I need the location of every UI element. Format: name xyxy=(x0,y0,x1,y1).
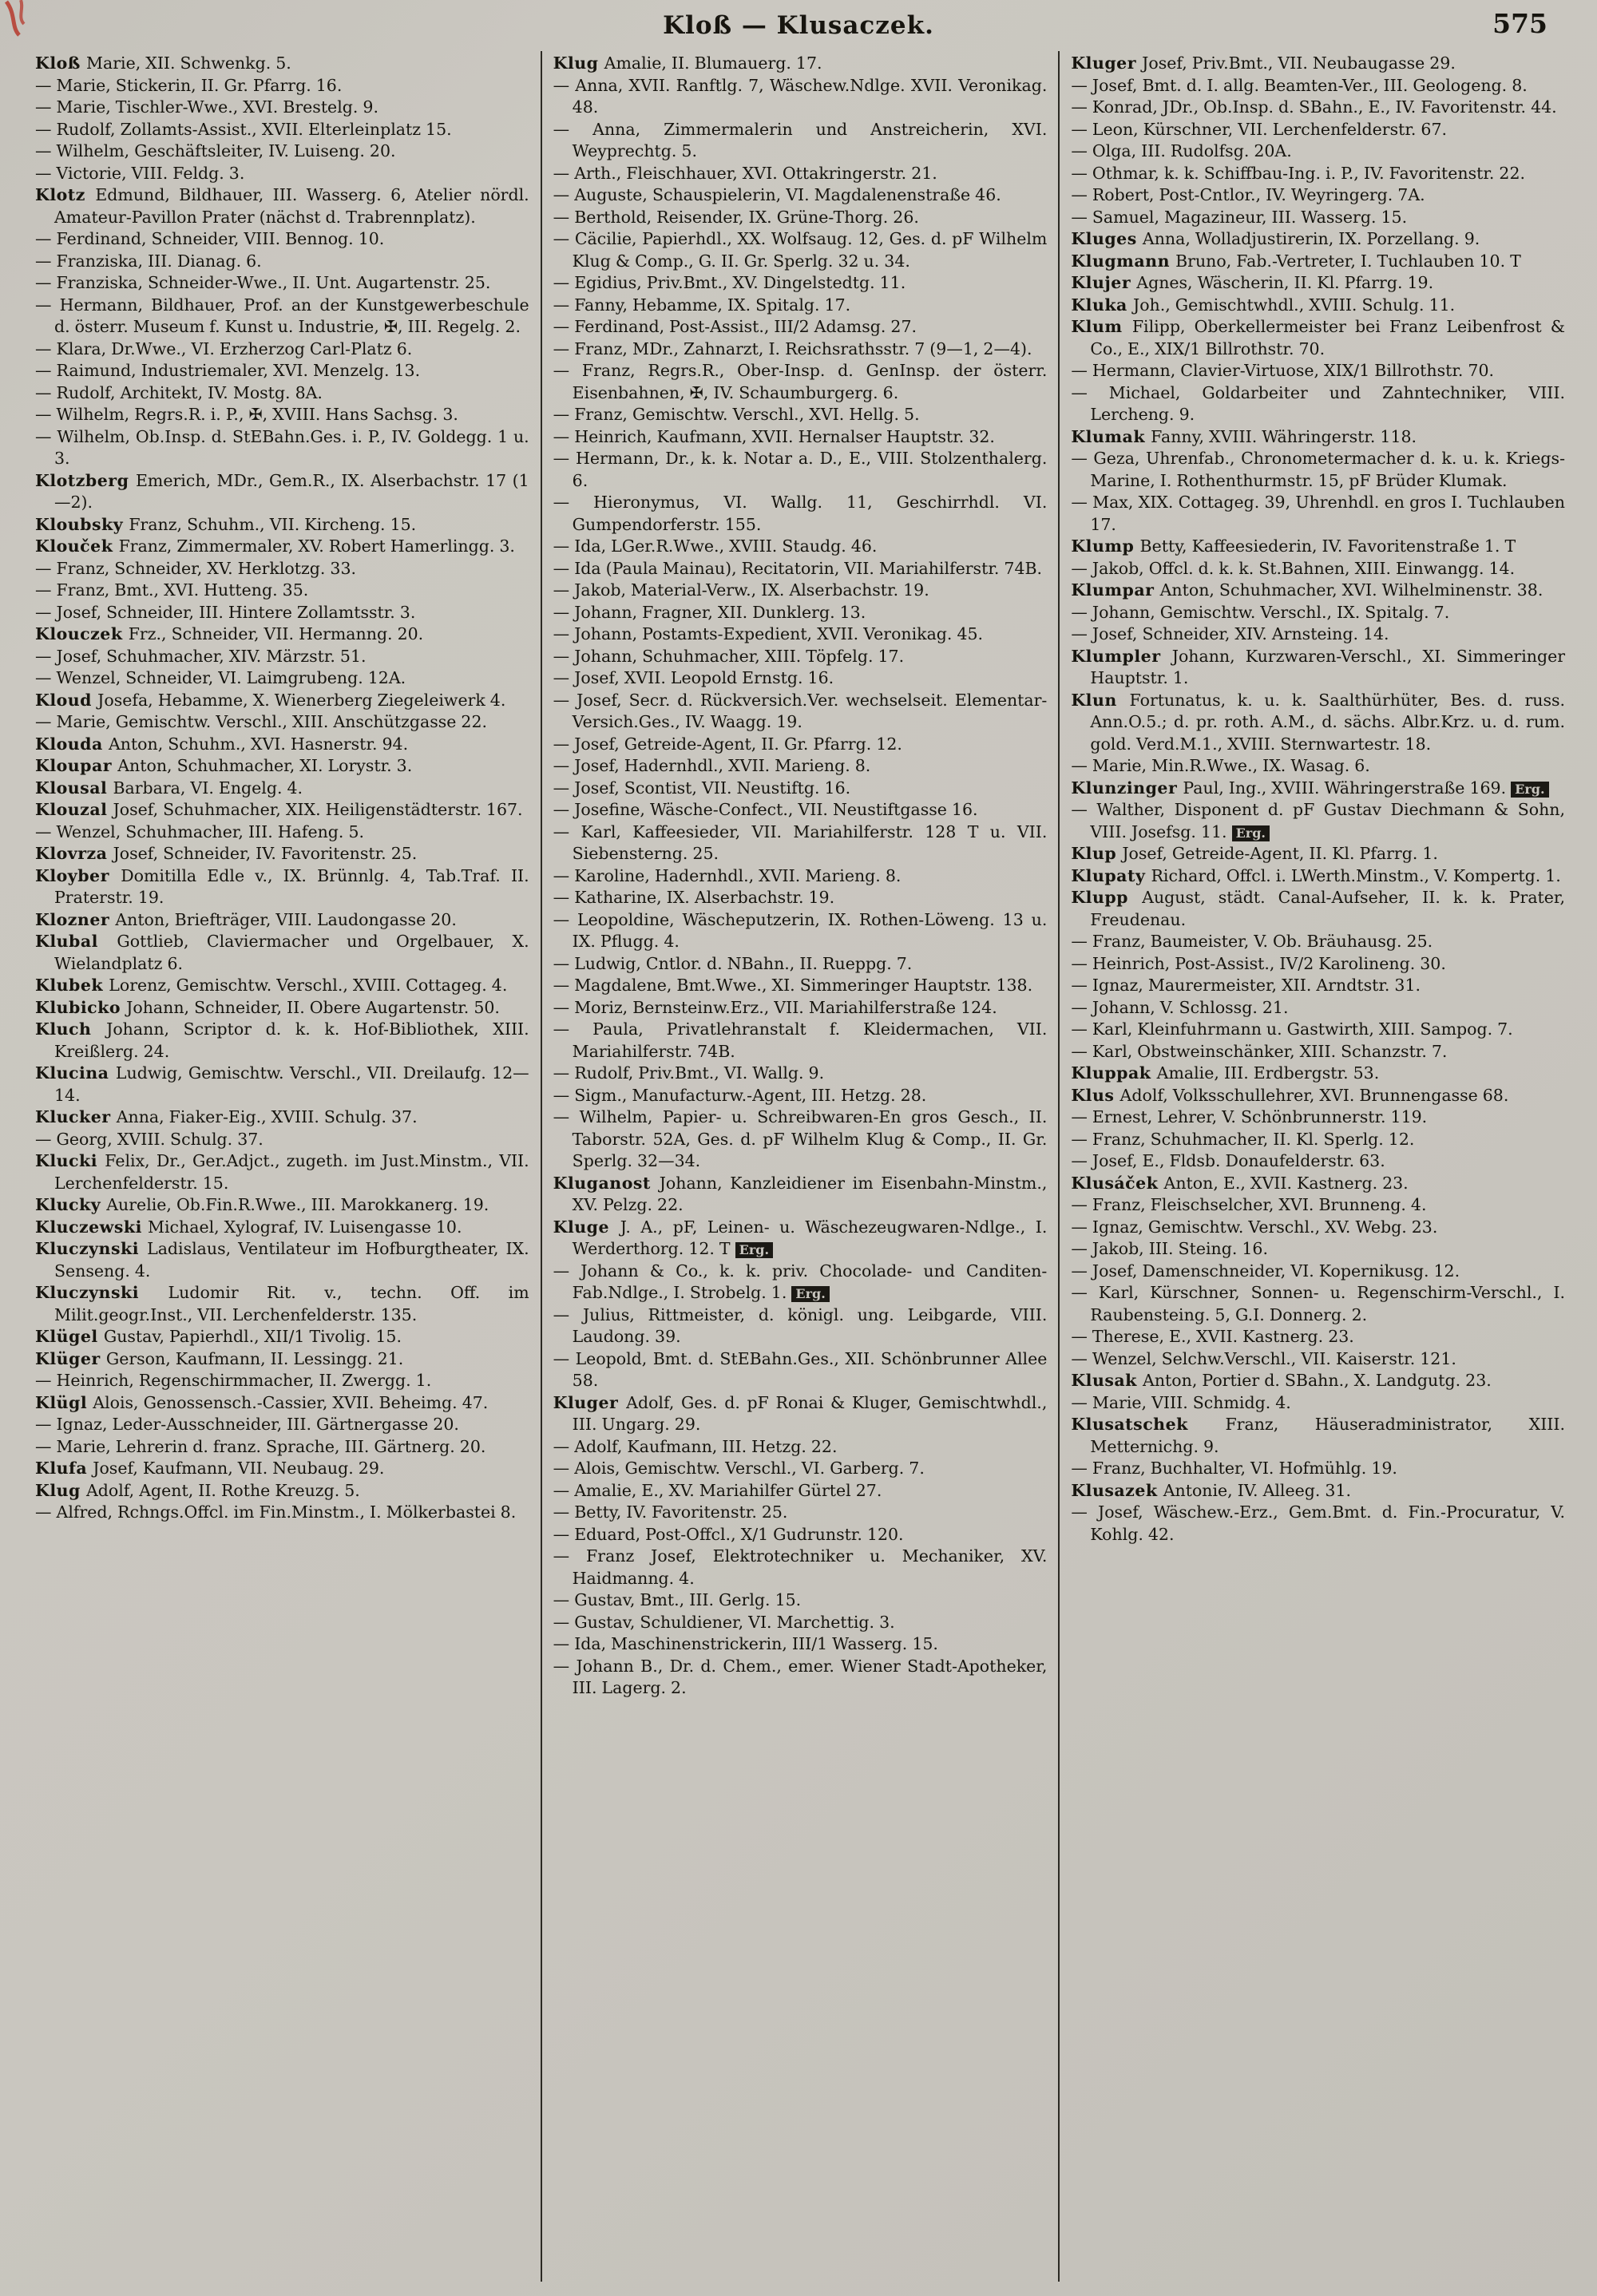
directory-entry: Klunzinger Paul, Ing., XVIII. Währingerstraße 169. Erg. xyxy=(1071,778,1565,800)
directory-entry: — Johann & Co., k. k. priv. Chocolade- und Canditen-Fab.Ndlge., I. Strobelg. 1. Erg. xyxy=(553,1261,1048,1302)
directory-entry: — Sigm., Manufacturw.-Agent, III. Hetzg. 28. xyxy=(553,1085,927,1105)
entry-surname: Kluch xyxy=(35,1019,107,1039)
supplement-tag: Erg. xyxy=(1232,825,1270,841)
page-title: Kloß — Klusaczek. xyxy=(663,11,934,40)
directory-entry: — Max, XIX. Cottageg. 39, Uhrenhdl. en gros I. Tuchlauben 17. xyxy=(1071,493,1566,534)
directory-entry: — Johann, Schuhmacher, XIII. Töpfelg. 17. xyxy=(553,646,905,666)
entry-surname: Klovrza xyxy=(35,844,113,863)
directory-entry: — Wenzel, Schneider, VI. Laimgrubeng. 12A. xyxy=(35,668,406,687)
directory-entry: Klouda Anton, Schuhm., XVI. Hasnerstr. 94. xyxy=(35,734,409,754)
directory-entry: — Julius, Rittmeister, d. königl. ung. Leibgarde, VIII. Laudong. 39. xyxy=(553,1304,1048,1346)
entry-surname: Klug xyxy=(35,1480,86,1500)
directory-entry: Klum Filipp, Oberkellermeister bei Franz Leibenfrost & Co., E., XIX/1 Billrothstr. 70. xyxy=(1071,317,1566,358)
directory-entry: — Wilhelm, Papier- u. Schreibwaren-En gros Gesch., II. Taborstr. 52A, Ges. d. pF Wilhelm Klug & Comp., II. Gr. Sperlg. 32—34. xyxy=(553,1107,1048,1170)
directory-entry: — Rudolf, Zollamts-Assist., XVII. Elterleinplatz 15. xyxy=(35,119,452,139)
directory-entry: — Alois, Gemischtw. Verschl., VI. Garberg. 7. xyxy=(553,1459,925,1478)
directory-entry: — Marie, Lehrerin d. franz. Sprache, III. Gärtnerg. 20. xyxy=(35,1436,486,1456)
directory-entry: — Karl, Obstweinschänker, XIII. Schanzstr. 7. xyxy=(1071,1041,1448,1061)
directory-entry: Klus Adolf, Volksschullehrer, XVI. Brunnengasse 68. xyxy=(1071,1085,1509,1105)
directory-entry: — Ida, LGer.R.Wwe., XVIII. Staudg. 46. xyxy=(553,536,878,556)
directory-entry: — Johann, Gemischtw. Verschl., IX. Spitalg. 7. xyxy=(1071,602,1450,622)
directory-entry: — Alfred, Rchngs.Offcl. im Fin.Minstm., I. Mölkerbastei 8. xyxy=(35,1502,517,1522)
entry-surname: Klüger xyxy=(35,1348,106,1368)
entry-surname: Kluka xyxy=(1071,295,1133,315)
directory-entry: — Cäcilie, Papierhdl., XX. Wolfsaug. 12, Ges. d. pF Wilhelm Klug & Comp., G. II. Gr. Sperlg. 32 u. 34. xyxy=(553,229,1048,271)
entry-surname: Klucker xyxy=(35,1107,117,1126)
entry-surname: Klump xyxy=(1071,536,1140,556)
directory-entry: — Jakob, Offcl. d. k. k. St.Bahnen, XIII. Einwangg. 14. xyxy=(1071,558,1516,578)
directory-entry: — Egidius, Priv.Bmt., XV. Dingelstedtg. 11. xyxy=(553,273,906,292)
directory-entry: — Robert, Post-Cntlor., IV. Weyringerg. 7A. xyxy=(1071,185,1425,204)
entry-surname: Klujer xyxy=(1071,273,1137,292)
directory-entry: Kluger Josef, Priv.Bmt., VII. Neubaugasse 29. xyxy=(1071,53,1456,73)
directory-entry: — Johann, Fragner, XII. Dunklerg. 13. xyxy=(553,602,866,622)
entry-surname: Klügl xyxy=(35,1392,93,1412)
entry-surname: Klug xyxy=(553,53,604,73)
supplement-tag: Erg. xyxy=(1511,782,1548,798)
directory-entry: Klug Amalie, II. Blumauerg. 17. xyxy=(553,53,822,73)
directory-entry: — Georg, XVIII. Schulg. 37. xyxy=(35,1129,264,1149)
directory-entry: — Franz, Baumeister, V. Ob. Bräuhausg. 25. xyxy=(1071,932,1433,951)
entry-surname: Klubicko xyxy=(35,997,127,1017)
directory-entry: — Geza, Uhrenfab., Chronometermacher d. k. u. k. Kriegs-Marine, I. Rothenthurmstr. 15, pF Brüder Klumak. xyxy=(1071,449,1566,490)
directory-entry: Klufa Josef, Kaufmann, VII. Neubaug. 29. xyxy=(35,1459,385,1478)
directory-entry: Kluganost Johann, Kanzleidiener im Eisenbahn-Minstm., XV. Pelzg. 22. xyxy=(553,1173,1048,1214)
directory-entry: Klotz Edmund, Bildhauer, III. Wasserg. 6, Atelier nördl. Amateur-Pavillon Prater (nächst d. Trabrennplatz). xyxy=(35,185,529,227)
directory-entry: — Josef, Bmt. d. I. allg. Beamten-Ver., III. Geologeng. 8. xyxy=(1071,75,1528,95)
entry-surname: Kluczynski xyxy=(35,1283,168,1302)
entry-surname: Kluganost xyxy=(553,1173,660,1193)
directory-entry: — Adolf, Kaufmann, III. Hetzg. 22. xyxy=(553,1436,838,1456)
directory-entry: Klumpler Johann, Kurzwaren-Verschl., XI. Simmeringer Hauptstr. 1. xyxy=(1071,646,1566,687)
entry-surname: Klusatschek xyxy=(1071,1415,1226,1434)
column xyxy=(1058,51,1576,2282)
entry-surname: Kluges xyxy=(1071,229,1143,248)
entry-surname: Klubek xyxy=(35,976,109,995)
directory-entry: Klubicko Johann, Schneider, II. Obere Augartenstr. 50. xyxy=(35,997,500,1017)
entry-surname: Kluppak xyxy=(1071,1063,1157,1083)
directory-entry: — Karl, Kaffeesieder, VII. Mariahilferstr. 128 T u. VII. Siebensterng. 25. xyxy=(553,821,1048,863)
directory-entry: — Katharine, IX. Alserbachstr. 19. xyxy=(553,888,835,907)
page-header xyxy=(0,0,1597,46)
directory-entry: — Franz, Schneider, XV. Herklotzg. 33. xyxy=(35,558,357,578)
directory-entry: Klumak Fanny, XVIII. Währingerstr. 118. xyxy=(1071,426,1417,446)
directory-entry: — Arth., Fleischhauer, XVI. Ottakringerstr. 21. xyxy=(553,163,937,183)
directory-entry: — Josefine, Wäsche-Confect., VII. Neustiftgasse 16. xyxy=(553,800,978,819)
entry-surname: Klumpar xyxy=(1071,580,1160,600)
directory-entry: — Franziska, III. Dianag. 6. xyxy=(35,251,262,271)
directory-entry: Kluge J. A., pF, Leinen- u. Wäschezeugwaren-Ndlge., I. Werderthorg. 12. T Erg. xyxy=(553,1217,1048,1258)
entry-surname: Klum xyxy=(1071,317,1132,336)
directory-entry: — Franz, Schuhmacher, II. Kl. Sperlg. 12. xyxy=(1071,1129,1415,1149)
directory-entry: — Auguste, Schauspielerin, VI. Magdalenenstraße 46. xyxy=(553,185,1001,204)
directory-entry: Klug Adolf, Agent, II. Rothe Kreuzg. 5. xyxy=(35,1480,360,1500)
directory-entry: — Othmar, k. k. Schiffbau-Ing. i. P., IV. Favoritenstr. 22. xyxy=(1071,163,1526,183)
directory-entry: — Therese, E., XVII. Kastnerg. 23. xyxy=(1071,1327,1354,1346)
directory-entry: — Ludwig, Cntlor. d. NBahn., II. Rueppg. 7. xyxy=(553,953,913,973)
directory-entry: Klump Betty, Kaffeesiederin, IV. Favoritenstraße 1. T xyxy=(1071,536,1516,556)
directory-entry: Kluges Anna, Wolladjustirerin, IX. Porzellang. 9. xyxy=(1071,229,1480,248)
directory-entry: — Leopoldine, Wäscheputzerin, IX. Rothen-Löweng. 13 u. IX. Pflugg. 4. xyxy=(553,909,1048,951)
directory-entry: Kluppak Amalie, III. Erdbergstr. 53. xyxy=(1071,1063,1380,1083)
directory-entry: — Johann, Postamts-Expedient, XVII. Veronikag. 45. xyxy=(553,624,984,643)
entry-surname: Klozner xyxy=(35,909,116,929)
directory-entry: — Wenzel, Selchw.Verschl., VII. Kaiserstr. 121. xyxy=(1071,1348,1456,1368)
directory-entry: Kluczynski Ludomir Rit. v., techn. Off. im Milit.geogr.Inst., VII. Lerchenfelderstr. 135. xyxy=(35,1283,529,1324)
directory-entry: — Anna, XVII. Ranftlg. 7, Wäschew.Ndlge. XVII. Veronikag. 48. xyxy=(553,75,1048,117)
directory-entry: — Marie, VIII. Schmidg. 4. xyxy=(1071,1392,1291,1412)
directory-entry: Klubal Gottlieb, Claviermacher und Orgelbauer, X. Wielandplatz 6. xyxy=(35,932,529,973)
directory-entry: — Jakob, Material-Verw., IX. Alserbachstr. 19. xyxy=(553,580,929,600)
entry-surname: Kloß xyxy=(35,53,86,73)
directory-entry: — Samuel, Magazineur, III. Wasserg. 15. xyxy=(1071,207,1408,227)
directory-entry: — Ferdinand, Schneider, VIII. Bennog. 10. xyxy=(35,229,385,248)
directory-entry: Klucker Anna, Fiaker-Eig., XVIII. Schulg. 37. xyxy=(35,1107,418,1126)
directory-entry: — Wilhelm, Regrs.R. i. P., ✠, XVIII. Hans Sachsg. 3. xyxy=(35,405,458,424)
directory-entry: — Wilhelm, Geschäftsleiter, IV. Luiseng. 20. xyxy=(35,141,396,160)
directory-entry: — Betty, IV. Favoritenstr. 25. xyxy=(553,1502,788,1522)
directory-entry: — Franz, Gemischtw. Verschl., XVI. Hellg. 5. xyxy=(553,405,920,424)
directory-entry: — Josef, Hadernhdl., XVII. Marieng. 8. xyxy=(553,756,871,775)
entry-surname: Klup xyxy=(1071,844,1123,863)
directory-entry: Klugmann Bruno, Fab.-Vertreter, I. Tuchlauben 10. T xyxy=(1071,251,1521,271)
directory-entry: — Josef, Damenschneider, VI. Kopernikusg. 12. xyxy=(1071,1261,1460,1281)
directory-entry: — Gustav, Bmt., III. Gerlg. 15. xyxy=(553,1590,802,1609)
directory-entry: — Ida (Paula Mainau), Recitatorin, VII. Mariahilferstr. 74B. xyxy=(553,558,1043,578)
directory-entry: — Franz Josef, Elektrotechniker u. Mechaniker, XV. Haidmanng. 4. xyxy=(553,1546,1048,1588)
directory-entry: Klun Fortunatus, k. u. k. Saalthürhüter, Bes. d. russ. Ann.O.5.; d. pr. roth. A.M., d. sächs. Albr.Krz. u. d. rum. gold. Verd.M.1., XVIII. Sternwartestr. 18. xyxy=(1071,690,1566,754)
directory-entry: — Franz, Buchhalter, VI. Hofmühlg. 19. xyxy=(1071,1459,1397,1478)
directory-entry: Klujer Agnes, Wäscherin, II. Kl. Pfarrg. 19. xyxy=(1071,273,1434,292)
directory-entry: — Konrad, JDr., Ob.Insp. d. SBahn., E., IV. Favoritenstr. 44. xyxy=(1071,97,1557,117)
directory-entry: Klotzberg Emerich, MDr., Gem.R., IX. Alserbachstr. 17 (1—2). xyxy=(35,470,529,512)
directory-entry: — Franz, Regrs.R., Ober-Insp. d. GenInsp. der österr. Eisenbahnen, ✠, IV. Schaumburgerg. 6. xyxy=(553,361,1048,402)
directory-entry: — Rudolf, Architekt, IV. Mostg. 8A. xyxy=(35,382,323,402)
directory-entry: — Michael, Goldarbeiter und Zahntechniker, VIII. Lercheng. 9. xyxy=(1071,382,1566,424)
directory-entry: Klusazek Antonie, IV. Alleeg. 31. xyxy=(1071,1480,1352,1500)
entry-surname: Kloyber xyxy=(35,865,121,885)
entry-surname: Klufa xyxy=(35,1459,93,1478)
column xyxy=(541,51,1059,2282)
directory-entry: — Josef, E., Fldsb. Donaufelderstr. 63. xyxy=(1071,1151,1385,1170)
directory-entry: — Walther, Disponent d. pF Gustav Diechmann & Sohn, VIII. Josefsg. 11. Erg. xyxy=(1071,800,1566,841)
entry-surname: Klugmann xyxy=(1071,251,1176,271)
directory-entry: — Ferdinand, Post-Assist., III/2 Adamsg. 27. xyxy=(553,317,917,336)
directory-entry: — Marie, Min.R.Wwe., IX. Wasag. 6. xyxy=(1071,756,1370,775)
entry-surname: Kloud xyxy=(35,690,98,710)
directory-entry: Kluka Joh., Gemischtwhdl., XVIII. Schulg. 11. xyxy=(1071,295,1456,315)
directory-entry: — Moriz, Bernsteinw.Erz., VII. Mariahilferstraße 124. xyxy=(553,997,997,1017)
directory-entry: — Wilhelm, Ob.Insp. d. StEBahn.Ges. i. P., IV. Goldegg. 1 u. 3. xyxy=(35,426,529,468)
directory-entry: — Hieronymus, VI. Wallg. 11, Geschirrhdl. VI. Gumpendorferstr. 155. xyxy=(553,493,1048,534)
directory-entry: Kloupar Anton, Schuhmacher, XI. Lorystr. 3. xyxy=(35,756,413,775)
directory-entry: — Hermann, Bildhauer, Prof. an der Kunstgewerbeschule d. österr. Museum f. Kunst u. Industrie, ✠, III. Regelg. 2. xyxy=(35,295,529,336)
entry-surname: Klucky xyxy=(35,1195,107,1214)
directory-entry: — Ida, Maschinenstrickerin, III/1 Wasserg. 15. xyxy=(553,1634,938,1653)
directory-entry: Klubek Lorenz, Gemischtw. Verschl., XVIII. Cottageg. 4. xyxy=(35,976,508,995)
directory-entry: — Marie, Gemischtw. Verschl., XIII. Anschützgasse 22. xyxy=(35,712,488,731)
directory-entry: — Johann, V. Schlossg. 21. xyxy=(1071,997,1289,1017)
directory-entry: — Klara, Dr.Wwe., VI. Erzherzog Carl-Platz 6. xyxy=(35,338,413,358)
directory-entry: Klozner Anton, Briefträger, VIII. Laudongasse 20. xyxy=(35,909,457,929)
directory-entry: — Fanny, Hebamme, IX. Spitalg. 17. xyxy=(553,295,851,315)
directory-entry: — Amalie, E., XV. Mariahilfer Gürtel 27. xyxy=(553,1480,882,1500)
directory-entry: Klousal Barbara, VI. Engelg. 4. xyxy=(35,778,303,798)
directory-entry: Klupp August, städt. Canal-Aufseher, II. k. k. Prater, Freudenau. xyxy=(1071,888,1565,929)
directory-entry: — Eduard, Post-Offcl., X/1 Gudrunstr. 120. xyxy=(553,1524,904,1544)
entry-surname: Kloupar xyxy=(35,756,118,775)
directory-entry: Kluger Adolf, Ges. d. pF Ronai & Kluger, Gemischtwhdl., III. Ungarg. 29. xyxy=(553,1392,1048,1434)
directory-entry: — Olga, III. Rudolfsg. 20A. xyxy=(1071,141,1292,160)
directory-entry: — Ernest, Lehrer, V. Schönbrunnerstr. 119. xyxy=(1071,1107,1428,1126)
entry-surname: Kluger xyxy=(553,1392,627,1412)
directory-entry: — Josef, Schneider, XIV. Arnsteing. 14. xyxy=(1071,624,1389,643)
directory-entry: — Johann B., Dr. d. Chem., emer. Wiener Stadt-Apotheker, III. Lagerg. 2. xyxy=(553,1656,1048,1697)
directory-entry: Klucki Felix, Dr., Ger.Adjct., zugeth. im Just.Minstm., VII. Lerchenfelderstr. 15. xyxy=(35,1151,529,1193)
directory-entry: — Heinrich, Kaufmann, XVII. Hernalser Hauptstr. 32. xyxy=(553,426,995,446)
entry-surname: Klucina xyxy=(35,1063,116,1083)
directory-entry: Klovrza Josef, Schneider, IV. Favoritenstr. 25. xyxy=(35,844,418,863)
directory-entry: Klusak Anton, Portier d. SBahn., X. Landgutg. 23. xyxy=(1071,1371,1492,1390)
directory-entry: Klouček Franz, Zimmermaler, XV. Robert Hamerlingg. 3. xyxy=(35,536,515,556)
entry-surname: Klumpler xyxy=(1071,646,1172,666)
directory-entry: — Marie, Tischler-Wwe., XVI. Brestelg. 9. xyxy=(35,97,378,117)
directory-entry: — Ignaz, Leder-Ausschneider, III. Gärtnergasse 20. xyxy=(35,1415,459,1434)
directory-entry: — Jakob, III. Steing. 16. xyxy=(1071,1239,1268,1258)
entry-surname: Klupaty xyxy=(1071,865,1151,885)
entry-surname: Klun xyxy=(1071,690,1130,710)
directory-entry: Kloß Marie, XII. Schwenkg. 5. xyxy=(35,53,291,73)
directory-entry: — Hermann, Clavier-Virtuose, XIX/1 Billrothstr. 70. xyxy=(1071,361,1495,380)
entry-surname: Klubal xyxy=(35,932,117,951)
entry-surname: Klunzinger xyxy=(1071,778,1183,798)
entry-surname: Klouzal xyxy=(35,800,113,819)
directory-entry: Kluczewski Michael, Xylograf, IV. Luisengasse 10. xyxy=(35,1217,462,1237)
directory-entry: Klügl Alois, Genossensch.-Cassier, XVII. Beheimg. 47. xyxy=(35,1392,489,1412)
page-number: 575 xyxy=(1492,8,1547,39)
entry-surname: Klotzberg xyxy=(35,470,136,490)
entry-surname: Klouček xyxy=(35,536,119,556)
directory-entry: Klügel Gustav, Papierhdl., XII/1 Tivolig. 15. xyxy=(35,1327,402,1346)
directory-entry: — Leon, Kürschner, VII. Lerchenfelderstr. 67. xyxy=(1071,119,1448,139)
supplement-tag: Erg. xyxy=(735,1242,773,1258)
directory-entry: — Heinrich, Post-Assist., IV/2 Karolineng. 30. xyxy=(1071,953,1446,973)
entry-surname: Klusáček xyxy=(1071,1173,1164,1193)
directory-entry: — Berthold, Reisender, IX. Grüne-Thorg. 26. xyxy=(553,207,919,227)
directory-entry: Klouczek Frz., Schneider, VII. Hermanng. 20. xyxy=(35,624,424,643)
directory-entry: — Franziska, Schneider-Wwe., II. Unt. Augartenstr. 25. xyxy=(35,273,491,292)
entry-surname: Klousal xyxy=(35,778,113,798)
directory-entry: — Rudolf, Priv.Bmt., VI. Wallg. 9. xyxy=(553,1063,825,1083)
directory-entry: Klüger Gerson, Kaufmann, II. Lessingg. 21. xyxy=(35,1348,404,1368)
directory-entry: — Josef, XVII. Leopold Ernstg. 16. xyxy=(553,668,834,687)
directory-entry: Kluch Johann, Scriptor d. k. k. Hof-Bibliothek, XIII. Kreißlerg. 24. xyxy=(35,1019,529,1061)
entry-surname: Kluger xyxy=(1071,53,1143,73)
directory-entry: — Josef, Getreide-Agent, II. Gr. Pfarrg. 12. xyxy=(553,734,902,754)
directory-entry: — Karl, Kleinfuhrmann u. Gastwirth, XIII. Sampog. 7. xyxy=(1071,1019,1513,1039)
directory-entry: — Gustav, Schuldiener, VI. Marchettig. 3. xyxy=(553,1612,895,1632)
directory-entry: — Karoline, Hadernhdl., XVII. Marieng. 8. xyxy=(553,865,902,885)
entry-surname: Klupp xyxy=(1071,888,1143,907)
directory-entry: — Anna, Zimmermalerin und Anstreicherin, XVI. Weyprechtg. 5. xyxy=(553,119,1048,160)
entry-surname: Klügel xyxy=(35,1327,104,1346)
directory-entry: — Marie, Stickerin, II. Gr. Pfarrg. 16. xyxy=(35,75,343,95)
directory-entry: — Franz, Bmt., XVI. Hutteng. 35. xyxy=(35,580,309,600)
directory-entry: — Hermann, Dr., k. k. Notar a. D., E., VIII. Stolzenthalerg. 6. xyxy=(553,449,1048,490)
directory-entry: — Josef, Secr. d. Rückversich.Ver. wechselseit. Elementar-Versich.Ges., IV. Waagg. 19. xyxy=(553,690,1048,731)
directory-entry: — Magdalene, Bmt.Wwe., XI. Simmeringer Hauptstr. 138. xyxy=(553,976,1033,995)
directory-entry: — Raimund, Industriemaler, XVI. Menzelg. 13. xyxy=(35,361,421,380)
directory-entry: — Victorie, VIII. Feldg. 3. xyxy=(35,163,245,183)
column xyxy=(24,51,541,2282)
directory-entry: — Josef, Wäschew.-Erz., Gem.Bmt. d. Fin.-Procuratur, V. Kohlg. 42. xyxy=(1071,1502,1566,1544)
directory-entry: Kluczynski Ladislaus, Ventilateur im Hofburgtheater, IX. Senseng. 4. xyxy=(35,1239,529,1281)
entry-surname: Klusak xyxy=(1071,1371,1143,1390)
directory-entry: Kloubsky Franz, Schuhm., VII. Kircheng. 15. xyxy=(35,514,417,534)
directory-entry: — Franz, Fleischselcher, XVI. Brunneng. 4. xyxy=(1071,1195,1427,1214)
directory-entry: — Karl, Kürschner, Sonnen- u. Regenschirm-Verschl., I. Raubensteing. 5, G.I. Donnerg. 2. xyxy=(1071,1283,1566,1324)
directory-entry: Klusatschek Franz, Häuseradministrator, XIII. Metternichg. 9. xyxy=(1071,1415,1566,1456)
directory-entry: Klup Josef, Getreide-Agent, II. Kl. Pfarrg. 1. xyxy=(1071,844,1438,863)
directory-entry: Klucky Aurelie, Ob.Fin.R.Wwe., III. Marokkanerg. 19. xyxy=(35,1195,489,1214)
directory-columns xyxy=(0,46,1597,2282)
entry-surname: Klotz xyxy=(35,185,96,204)
directory-entry: — Ignaz, Maurermeister, XII. Arndtstr. 31. xyxy=(1071,976,1421,995)
directory-entry: Klouzal Josef, Schuhmacher, XIX. Heiligenstädterstr. 167. xyxy=(35,800,523,819)
directory-entry: — Paula, Privatlehranstalt f. Kleidermachen, VII. Mariahilferstr. 74B. xyxy=(553,1019,1048,1061)
entry-surname: Kloubsky xyxy=(35,514,129,534)
entry-surname: Kluczynski xyxy=(35,1239,148,1258)
entry-surname: Klouda xyxy=(35,734,109,754)
directory-entry: Klucina Ludwig, Gemischtw. Verschl., VII. Dreilaufg. 12—14. xyxy=(35,1063,529,1105)
directory-entry: Klupaty Richard, Offcl. i. LWerth.Minstm., V. Kompertg. 1. xyxy=(1071,865,1561,885)
directory-entry: Klumpar Anton, Schuhmacher, XVI. Wilhelminenstr. 38. xyxy=(1071,580,1544,600)
directory-entry: Klusáček Anton, E., XVII. Kastnerg. 23. xyxy=(1071,1173,1409,1193)
entry-surname: Klucki xyxy=(35,1151,105,1170)
entry-surname: Kluczewski xyxy=(35,1217,148,1237)
directory-entry: — Josef, Schuhmacher, XIV. Märzstr. 51. xyxy=(35,646,367,666)
directory-entry: Kloud Josefa, Hebamme, X. Wienerberg Ziegeleiwerk 4. xyxy=(35,690,506,710)
supplement-tag: Erg. xyxy=(791,1286,829,1302)
directory-entry: — Franz, MDr., Zahnarzt, I. Reichsrathsstr. 7 (9—1, 2—4). xyxy=(553,338,1032,358)
directory-entry: — Leopold, Bmt. d. StEBahn.Ges., XII. Schönbrunner Allee 58. xyxy=(553,1348,1048,1390)
directory-entry: — Josef, Schneider, III. Hintere Zollamtsstr. 3. xyxy=(35,602,416,622)
entry-surname: Klusazek xyxy=(1071,1480,1163,1500)
entry-surname: Klouczek xyxy=(35,624,129,643)
entry-surname: Klumak xyxy=(1071,426,1151,446)
directory-entry: — Wenzel, Schuhmacher, III. Hafeng. 5. xyxy=(35,821,365,841)
directory-entry: Kloyber Domitilla Edle v., IX. Brünnlg. 4, Tab.Traf. II. Praterstr. 19. xyxy=(35,865,529,907)
directory-entry: — Heinrich, Regenschirmmacher, II. Zwergg. 1. xyxy=(35,1371,432,1390)
entry-surname: Klus xyxy=(1071,1085,1120,1105)
directory-entry: — Josef, Scontist, VII. Neustiftg. 16. xyxy=(553,778,851,798)
entry-surname: Kluge xyxy=(553,1217,620,1237)
directory-entry: — Ignaz, Gemischtw. Verschl., XV. Webg. 23. xyxy=(1071,1217,1438,1237)
